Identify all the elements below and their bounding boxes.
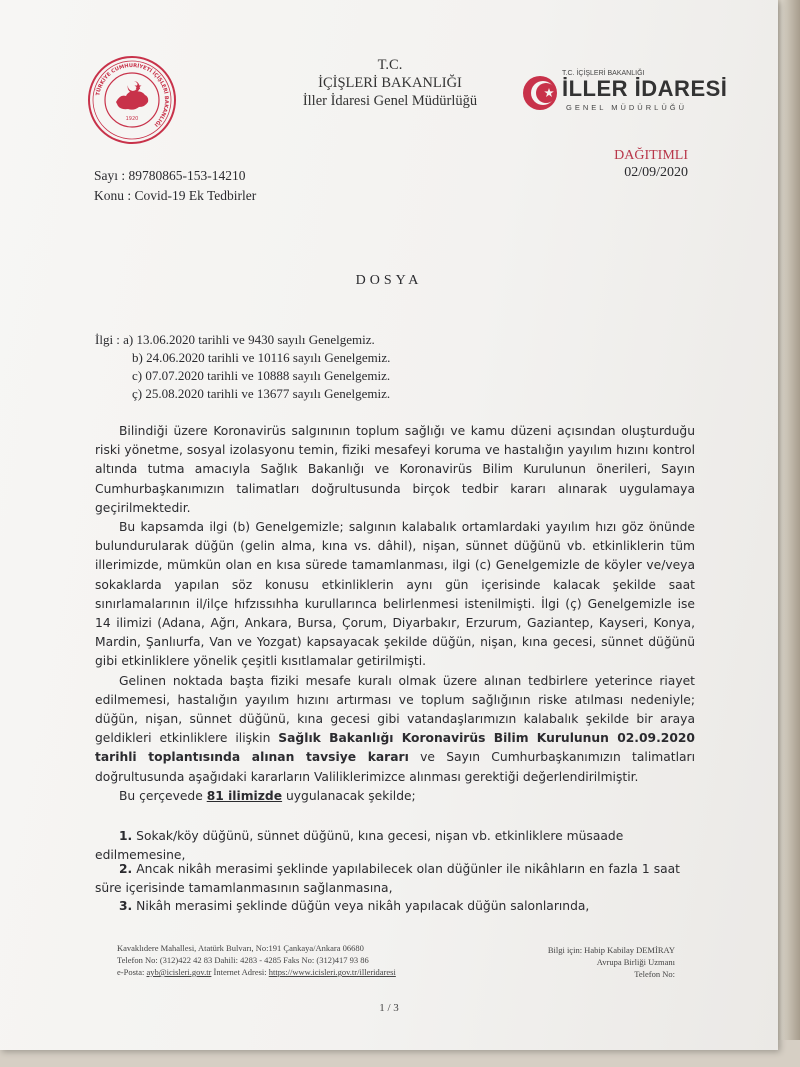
reference-a bbox=[95, 332, 375, 348]
distribution-label: DAĞITIMLI bbox=[614, 148, 688, 163]
document-title: DOSYA bbox=[355, 273, 423, 288]
list-item-3-text: Nikâh merasimi şeklinde düğün veya nikâh yapılacak düğün salonlarında, bbox=[132, 899, 590, 913]
ministry-seal-icon bbox=[87, 55, 177, 145]
svg-text:TÜRKİYE CUMHURİYETİ İÇİŞLERİ B: TÜRKİYE CUMHURİYETİ İÇİŞLERİ BAKANLIĞI bbox=[95, 62, 170, 128]
footer-web-link[interactable]: https://www.icisleri.gov.tr/illeridaresi bbox=[268, 967, 396, 977]
footer-email-label: e-Posta: bbox=[117, 967, 147, 977]
document-subject: Konu : Covid-19 Ek Tedbirler bbox=[94, 188, 257, 203]
logo-title: İLLER İDARESİ bbox=[562, 76, 728, 101]
footer-phone: Telefon No: (312)422 42 83 Dahili: 4283 - 4285 Faks No: (312)417 93 86 bbox=[117, 955, 369, 965]
paragraph-1: Bilindiği üzere Koronavirüs salgınının toplum sağlığı ve kamu düzeni açısından oluşturduğu riski yönetme, sosyal izolasyonu temin, fiziki mesafeyi koruma ve hastalığın yayılım hızını kontrol altında tutma amacıyla Sağlık Bakanlığı ve Koronavirüs Bilim Kurulunun önerileri, Sayın Cumhurbaşkanımızın talimatları doğrultusunda birçok tedbir kararı alınarak uygulamaya geçirilmektedir. bbox=[95, 424, 695, 515]
footer-contact-links bbox=[117, 967, 396, 977]
list-item-2 bbox=[95, 860, 680, 898]
document-date: 02/09/2020 bbox=[624, 165, 688, 180]
list-item-1-number: 1. bbox=[119, 829, 133, 843]
reference-a-text: 13.06.2020 tarihli ve 9430 sayılı Genelgemiz. bbox=[136, 332, 375, 347]
paragraph-3-bold: Sağlık Bakanlığı Koronavirüs Bilim Kurulunun 02.09.2020 tarihli toplantısında alınan tavsiye kararı bbox=[95, 731, 695, 765]
reference-label: İlgi : a) bbox=[95, 332, 134, 347]
paragraph-3 bbox=[95, 672, 695, 787]
svg-text:1920: 1920 bbox=[125, 116, 139, 122]
logo-ministry-text: T.C. İÇİŞLERİ BAKANLIĞI bbox=[562, 70, 645, 77]
list-item-3 bbox=[95, 897, 680, 916]
footer-web-label: İnternet Adresi: bbox=[211, 967, 269, 977]
crescent-star-logo-icon bbox=[522, 75, 558, 111]
reference-d: ç) 25.08.2020 tarihli ve 13677 sayılı Genelgemiz. bbox=[132, 386, 391, 401]
paragraph-4 bbox=[95, 787, 695, 806]
paragraph-2: Bu kapsamda ilgi (b) Genelgemizle; salgının kalabalık ortamlardaki yayılım hızı göz önünde bulundurularak düğün (gelin alma, kına vs. dâhil), nişan, sünnet düğünü vb. etkinliklerin tüm illerimizde, mümkün olan en kısa sürede tamamlanması, ilgi (c) Genelgemizle de köyler ve/veya sokaklarda yapılan söz konusu etkinliklerin aynı gün içerisinde kalacak şekilde saat sınırlamalarının il/ilçe hıfzıssıhha kurullarınca belirlenmesi istenilmişti. İlgi (ç) Genelgemizle ise 14 ilimizi (Adana, Ağrı, Ankara, Bursa, Çorum, Diyarbakır, Erzurum, Gaziantep, Kayseri, Konya, Mardin, Şanlıurfa, Van ve Yozgat) kapsayacak şekilde düğün, nişan, kına gecesi, sünnet düğünü gibi etkinliklere yönelik çeşitli kısıtlamalar getirilmişti. bbox=[95, 520, 695, 669]
list-item-1-text: Sokak/köy düğünü, sünnet düğünü, kına gecesi, nişan vb. etkinliklere müsaade edilmemesine, bbox=[95, 829, 624, 863]
header-tc: T.C. bbox=[377, 57, 403, 73]
paragraph-3-end: ve Sayın Cumhurbaşkanımızın talimatları doğrultusunda aşağıdaki kararların Valiliklerimizce alınması gerektiği değerlendirilmiştir. bbox=[95, 750, 695, 784]
header-ministry: İÇİŞLERİ BAKANLIĞI bbox=[318, 75, 462, 91]
footer-contact-person: Bilgi için: Habip Kabilay DEMİRAY bbox=[547, 945, 675, 955]
list-item-2-number: 2. bbox=[119, 862, 133, 876]
body-paragraphs bbox=[95, 422, 695, 806]
footer-contact-title: Avrupa Birliği Uzmanı bbox=[596, 957, 675, 967]
logo-subtitle: GENEL MÜDÜRLÜĞÜ bbox=[566, 103, 687, 112]
paragraph-4-end: uygulanacak şekilde; bbox=[282, 788, 416, 803]
iller-idaresi-logo bbox=[522, 70, 728, 116]
footer-email-link[interactable]: ayb@icisleri.gov.tr bbox=[146, 967, 212, 977]
list-item-2-text: Ancak nikâh merasimi şeklinde yapılabilecek olan düğünler ile nikâhların en fazla 1 saat süre içerisinde tamamlanmasının sağlanmasına, bbox=[95, 862, 680, 896]
paragraph-3-start: Gelinen noktada başta fiziki mesafe kuralı olmak üzere alınan tedbirlere yeterince riayet edilmemesi, hastalığın yayılım hızını artırması ve toplum sağlığının riske atılması nedeniyle; düğün, nişan, sünnet düğünü, kına gecesi gibi vatandaşlarımızın kalabalık şekilde bir araya geldikleri etkinliklere ilişkin bbox=[95, 673, 695, 746]
document-number: Sayı : 89780865-153-14210 bbox=[94, 168, 246, 183]
reference-c: c) 07.07.2020 tarihli ve 10888 sayılı Genelgemiz. bbox=[132, 368, 391, 383]
paragraph-4-start: Bu çerçevede bbox=[119, 788, 207, 803]
paragraph-4-bold: 81 ilimizde bbox=[206, 788, 283, 803]
footer-address: Kavaklıdere Mahallesi, Atatürk Bulvarı, No:191 Çankaya/Ankara 06680 bbox=[117, 943, 364, 953]
page-number: 1 / 3 bbox=[379, 1002, 399, 1014]
reference-b: b) 24.06.2020 tarihli ve 10116 sayılı Genelgemiz. bbox=[132, 350, 391, 365]
footer-contact-phone: Telefon No: bbox=[634, 969, 675, 979]
header-directorate: İller İdaresi Genel Müdürlüğü bbox=[302, 93, 478, 109]
list-item-3-number: 3. bbox=[119, 899, 133, 913]
